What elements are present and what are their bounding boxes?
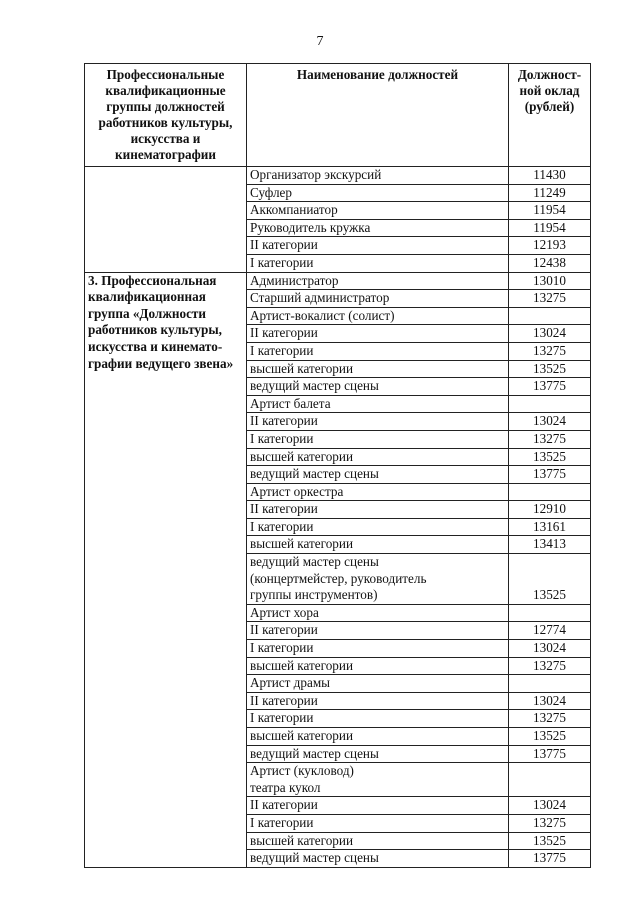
salary-cell: 13775 bbox=[509, 466, 591, 484]
salary-cell: 13161 bbox=[509, 518, 591, 536]
text-line: кинематографии bbox=[115, 147, 216, 162]
position-name-cell: Артист оркестра bbox=[247, 483, 509, 501]
salary-cell bbox=[509, 483, 591, 501]
text-line: (концертмейстер, руководитель bbox=[250, 570, 427, 586]
salary-table bbox=[84, 63, 591, 868]
position-name-cell: II категории bbox=[247, 797, 509, 815]
group-cell-empty bbox=[85, 167, 247, 273]
salary-cell: 13275 bbox=[509, 430, 591, 448]
position-name-cell: высшей категории bbox=[247, 536, 509, 554]
position-name-cell: ведущий мастер сцены bbox=[247, 745, 509, 763]
salary-cell: 13525 bbox=[509, 832, 591, 850]
salary-cell bbox=[509, 675, 591, 693]
position-name-cell: I категории bbox=[247, 640, 509, 658]
text-line: (рублей) bbox=[524, 99, 575, 114]
salary-cell: 12910 bbox=[509, 501, 591, 519]
position-name-cell: Руководитель кружка bbox=[247, 219, 509, 237]
salary-cell: 11430 bbox=[509, 167, 591, 185]
salary-cell: 13275 bbox=[509, 657, 591, 675]
salary-cell: 11954 bbox=[509, 202, 591, 220]
text-line: искусства и bbox=[130, 131, 201, 146]
text-line: работников культуры, bbox=[98, 115, 233, 130]
text-line: Артист (кукловод) bbox=[250, 763, 354, 779]
position-name-cell: высшей категории bbox=[247, 657, 509, 675]
salary-cell: 13024 bbox=[509, 640, 591, 658]
salary-cell: 13024 bbox=[509, 413, 591, 431]
text-line: работников культуры, bbox=[88, 322, 222, 338]
position-name-cell: I категории bbox=[247, 814, 509, 832]
salary-cell: 11954 bbox=[509, 219, 591, 237]
text-line: ной оклад bbox=[519, 83, 580, 98]
salary-cell: 13525 bbox=[509, 554, 591, 605]
position-name-cell: высшей категории bbox=[247, 448, 509, 466]
salary-cell: 12193 bbox=[509, 237, 591, 255]
position-name-cell: II категории bbox=[247, 413, 509, 431]
table-row bbox=[85, 272, 591, 290]
text-line: группы инструментов) bbox=[250, 587, 378, 603]
position-name-cell: II категории bbox=[247, 501, 509, 519]
group-cell-3 bbox=[85, 272, 247, 867]
position-name-cell: II категории bbox=[247, 692, 509, 710]
position-name-cell: I категории bbox=[247, 710, 509, 728]
text-line: графии ведущего звена» bbox=[88, 355, 234, 371]
position-name-cell: Артист хора bbox=[247, 604, 509, 622]
position-name-cell bbox=[247, 763, 509, 797]
header-group bbox=[85, 64, 247, 167]
position-name-cell: II категории bbox=[247, 325, 509, 343]
position-name-cell: Старший администратор bbox=[247, 290, 509, 308]
salary-cell bbox=[509, 307, 591, 325]
text-line: Должност- bbox=[517, 67, 582, 82]
salary-cell bbox=[509, 604, 591, 622]
position-name-cell: Организатор экскурсий bbox=[247, 167, 509, 185]
position-name-cell: ведущий мастер сцены bbox=[247, 466, 509, 484]
text-line: ведущий мастер сцены bbox=[250, 554, 379, 570]
text-line: группа «Должности bbox=[88, 305, 206, 321]
position-name-cell: высшей категории bbox=[247, 832, 509, 850]
position-name-cell: ведущий мастер сцены bbox=[247, 378, 509, 396]
header-position-name: Наименование должностей bbox=[247, 64, 509, 167]
position-name-cell: II категории bbox=[247, 237, 509, 255]
text-line: 3. Профессиональная bbox=[88, 272, 217, 288]
text-line: Профессиональные bbox=[106, 67, 225, 82]
position-name-cell: I категории bbox=[247, 518, 509, 536]
salary-cell: 13525 bbox=[509, 728, 591, 746]
position-name-cell: Артист балета bbox=[247, 395, 509, 413]
salary-cell: 13024 bbox=[509, 797, 591, 815]
text-line: квалификационные bbox=[105, 83, 226, 98]
salary-cell: 13275 bbox=[509, 290, 591, 308]
salary-cell: 12774 bbox=[509, 622, 591, 640]
position-name-cell: Артист-вокалист (солист) bbox=[247, 307, 509, 325]
table-row bbox=[85, 167, 591, 185]
position-name-cell: I категории bbox=[247, 342, 509, 360]
salary-cell: 13525 bbox=[509, 448, 591, 466]
position-name-cell: Суфлер bbox=[247, 184, 509, 202]
position-name-cell: II категории bbox=[247, 622, 509, 640]
position-name-cell: I категории bbox=[247, 254, 509, 272]
text-line: театра кукол bbox=[250, 779, 321, 795]
salary-cell bbox=[509, 763, 591, 797]
position-name-cell bbox=[247, 554, 509, 605]
salary-cell: 13024 bbox=[509, 692, 591, 710]
text-line: квалификационная bbox=[88, 289, 206, 305]
position-name-cell: ведущий мастер сцены bbox=[247, 850, 509, 868]
page-number: 7 bbox=[316, 34, 324, 49]
header-salary bbox=[509, 64, 591, 167]
position-name-cell: Аккомпаниатор bbox=[247, 202, 509, 220]
salary-cell: 13275 bbox=[509, 814, 591, 832]
salary-cell: 13775 bbox=[509, 378, 591, 396]
salary-cell: 13775 bbox=[509, 850, 591, 868]
salary-cell: 13024 bbox=[509, 325, 591, 343]
salary-cell bbox=[509, 395, 591, 413]
salary-cell: 13413 bbox=[509, 536, 591, 554]
position-name-cell: высшей категории bbox=[247, 360, 509, 378]
salary-cell: 13275 bbox=[509, 342, 591, 360]
table-header-row bbox=[85, 64, 591, 167]
salary-cell: 13525 bbox=[509, 360, 591, 378]
salary-cell: 13010 bbox=[509, 272, 591, 290]
salary-cell: 13775 bbox=[509, 745, 591, 763]
text-line: искусства и кинемато- bbox=[88, 338, 223, 354]
salary-cell: 11249 bbox=[509, 184, 591, 202]
position-name-cell: высшей категории bbox=[247, 728, 509, 746]
salary-cell: 13275 bbox=[509, 710, 591, 728]
position-name-cell: Артист драмы bbox=[247, 675, 509, 693]
position-name-cell: I категории bbox=[247, 430, 509, 448]
salary-cell: 12438 bbox=[509, 254, 591, 272]
text-line: группы должностей bbox=[106, 99, 225, 114]
position-name-cell: Администратор bbox=[247, 272, 509, 290]
